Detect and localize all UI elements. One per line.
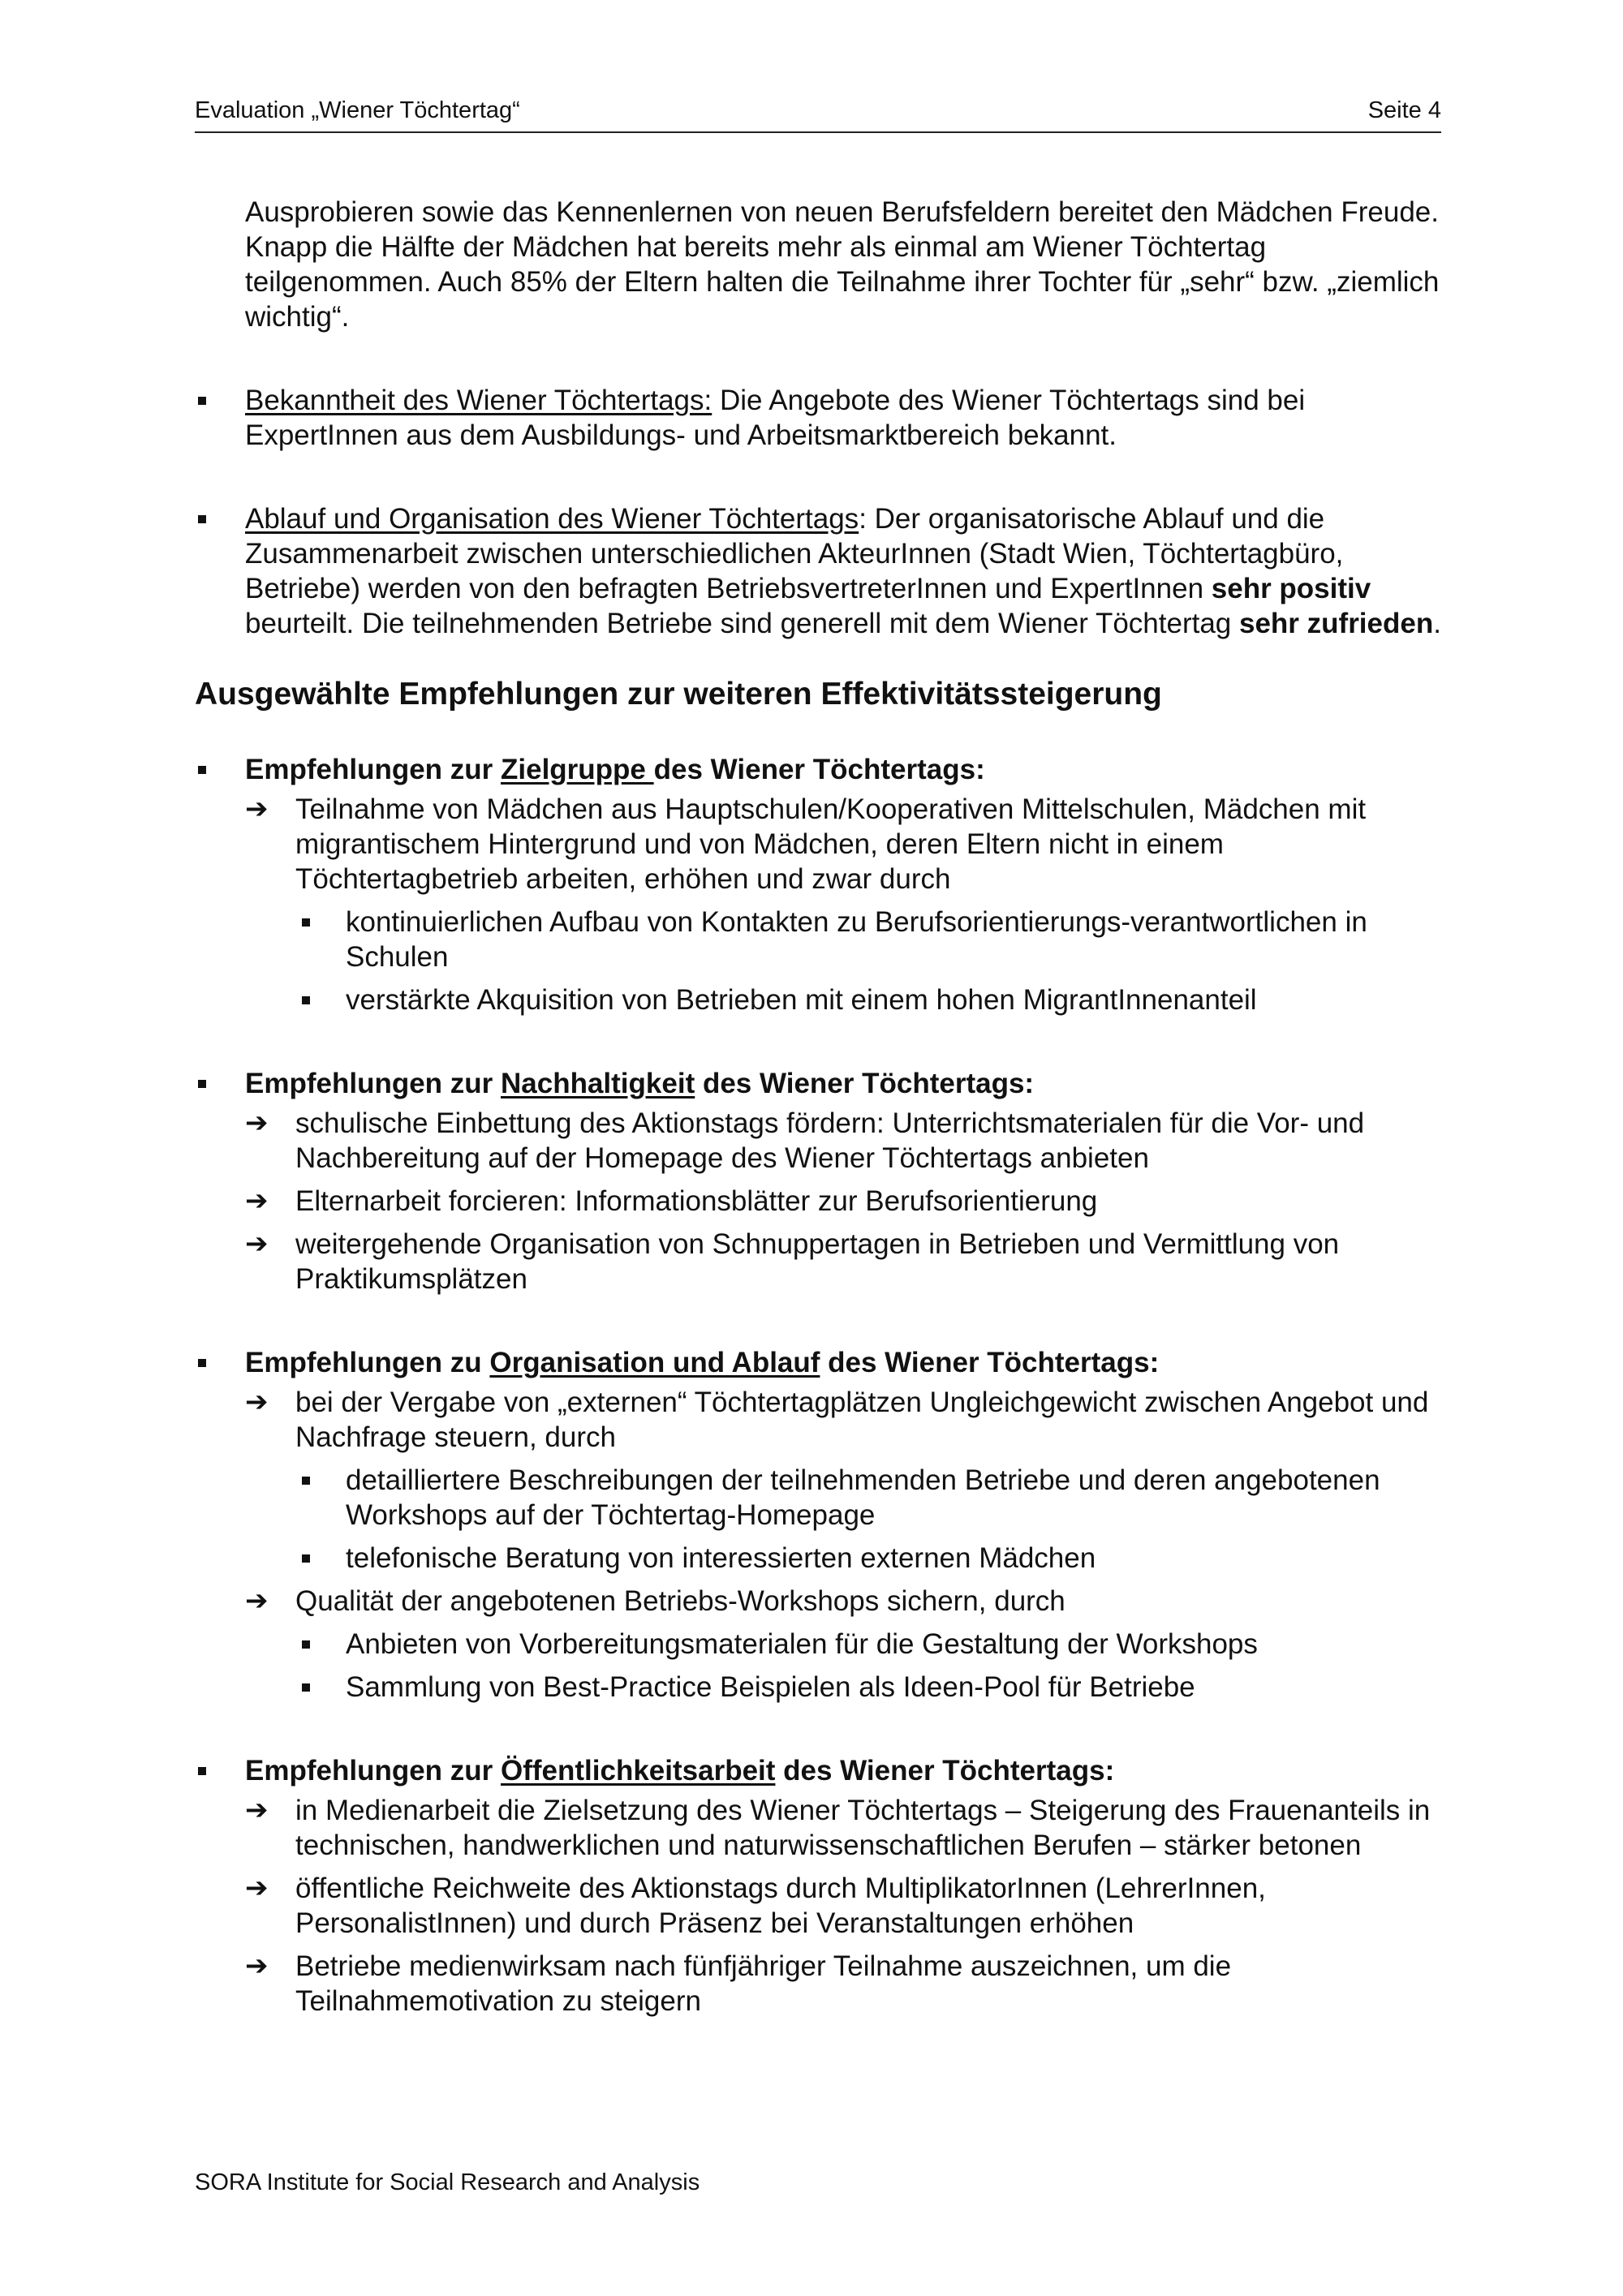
bullet-ablauf (195, 501, 1441, 641)
sub-item: Anbieten von Vorbereitungsmaterialen für die Gestaltung der Workshops (295, 1627, 1441, 1662)
arrow-right-icon: ➔ (245, 1950, 269, 1981)
bullet-square-icon (198, 397, 206, 405)
rec-oeffentlichkeit (195, 1753, 1441, 1788)
rec-nachhaltigkeit-list (245, 1106, 1441, 1296)
bullet-text: Die Angebote des Wiener Töchtertags sind bei ExpertInnen aus dem Ausbildungs- und Arbeitsmarktbereich bekannt. (245, 385, 1306, 451)
bullet-label: Ablauf und Organisation des Wiener Töchtertags (245, 503, 859, 535)
arrow-right-icon: ➔ (245, 793, 269, 824)
arrow-right-icon: ➔ (245, 1387, 269, 1417)
rec-oeffentlichkeit-list (245, 1793, 1441, 2019)
rec-heading: Empfehlungen zu Organisation und Ablauf des Wiener Töchtertags: (245, 1347, 1160, 1378)
bullet-square-icon (302, 1640, 310, 1649)
rec-organisation-list (245, 1385, 1441, 1705)
arrow-item: ➔ bei der Vergabe von „externen“ Töchtertagplätzen Ungleichgewicht zwischen Angebot und Nachfrage steuern, durch detailliertere Beschreibungen der teilnehmenden Betriebe und deren angebotenen Workshops auf der Töchtertag-Homepage telefonische Beratung von interessierten externen Mädchen (245, 1385, 1441, 1576)
rec-topic: Zielgruppe (501, 754, 654, 785)
arrow-item: ➔ weitergehende Organisation von Schnuppertagen in Betrieben und Vermittlung von Praktikumsplätzen (245, 1228, 1340, 1295)
bullet-square-icon (198, 1767, 206, 1775)
emphasis: sehr positiv (1211, 573, 1371, 604)
arrow-right-icon: ➔ (245, 1585, 269, 1616)
arrow-right-icon: ➔ (245, 1795, 269, 1825)
bullet-square-icon (198, 515, 206, 523)
rec-zielgruppe-list (245, 792, 1441, 1017)
page-content (195, 195, 1441, 2019)
bullet-label: Bekanntheit des Wiener Töchtertags: (245, 385, 712, 416)
arrow-item: ➔ in Medienarbeit die Zielsetzung des Wiener Töchtertags – Steigerung des Frauenanteils in technischen, handwerklichen und naturwissenschaftlichen Berufen – stärker betonen (245, 1795, 1431, 1861)
sub-item: detailliertere Beschreibungen der teilnehmenden Betriebe und deren angebotenen Workshops auf der Töchtertag-Homepage (295, 1463, 1441, 1533)
bullet-square-icon (302, 918, 310, 927)
page-header (195, 96, 1441, 133)
rec-organisation (195, 1345, 1441, 1380)
arrow-right-icon: ➔ (245, 1107, 269, 1138)
bullet-square-icon (302, 996, 310, 1004)
bullet-text: : Der organisatorische Ablauf und die Zusammenarbeit zwischen unterschiedlichen AkteurInnen (Stadt Wien, Töchtertagbüro, Betriebe) werden von den befragten BetriebsvertreterInnen und ExpertInnen (245, 503, 1344, 604)
rec-heading: Empfehlungen zur Nachhaltigkeit des Wiener Töchtertags: (245, 1068, 1035, 1099)
arrow-right-icon: ➔ (245, 1228, 269, 1259)
arrow-right-icon: ➔ (245, 1872, 269, 1903)
bullet-square-icon (198, 766, 206, 774)
bullet-square-icon (198, 1080, 206, 1088)
arrow-item: ➔ Teilnahme von Mädchen aus Hauptschulen/Kooperativen Mittelschulen, Mädchen mit migrantischem Hintergrund und von Mädchen, deren Eltern nicht in einem Töchtertagbetrieb arbeiten, erhöhen und zwar durch kontinuierlichen Aufbau von Kontakten zu Berufsorientierungs-verantwortlichen in Schulen verstärkte Akquisition von Betrieben mit einem hohen MigrantInnenanteil (245, 792, 1441, 1017)
rec-topic: Öffentlichkeitsarbeit (501, 1755, 776, 1786)
rec-zielgruppe (195, 752, 1441, 787)
bullet-square-icon (302, 1683, 310, 1692)
rec-topic: Organisation und Ablauf (489, 1347, 820, 1378)
rec-heading: Empfehlungen zur Zielgruppe des Wiener Töchtertags: (245, 754, 985, 785)
bullet-text: . (1433, 608, 1441, 639)
page-number: Seite 4 (1367, 97, 1441, 123)
sub-item: telefonische Beratung von interessierten externen Mädchen (295, 1541, 1441, 1576)
bullet-square-icon (302, 1477, 310, 1485)
rec-heading: Empfehlungen zur Öffentlichkeitsarbeit des Wiener Töchtertags: (245, 1755, 1115, 1786)
arrow-item: ➔ Betriebe medienwirksam nach fünfjähriger Teilnahme auszeichnen, um die Teilnahmemotivation zu steigern (245, 1950, 1232, 2017)
bullet-square-icon (302, 1554, 310, 1563)
rec-nachhaltigkeit (195, 1066, 1441, 1101)
page-footer: SORA Institute for Social Research and Analysis (195, 2169, 700, 2195)
arrow-item: ➔ schulische Einbettung des Aktionstags fördern: Unterrichtsmaterialen für die Vor- und Nachbereitung auf der Homepage des Wiener Töchtertags anbieten (245, 1107, 1365, 1174)
sub-item: Sammlung von Best-Practice Beispielen als Ideen-Pool für Betriebe (295, 1670, 1441, 1705)
bullet-square-icon (198, 1359, 206, 1367)
header-title: Evaluation „Wiener Töchtertag“ (195, 97, 520, 123)
section-title: Ausgewählte Empfehlungen zur weiteren Effektivitätssteigerung (195, 677, 1162, 712)
intro-paragraph: Ausprobieren sowie das Kennenlernen von neuen Berufsfeldern bereitet den Mädchen Freude. Knapp die Hälfte der Mädchen hat bereits mehr als einmal am Wiener Töchtertag teilgenommen. Auch 85% der Eltern halten die Teilnahme ihrer Tochter für „sehr“ bzw. „ziemlich wichtig“. (245, 196, 1440, 333)
rec-topic: Nachhaltigkeit (501, 1068, 695, 1099)
bullet-text: beurteilt. Die teilnehmenden Betriebe sind generell mit dem Wiener Töchtertag (245, 608, 1239, 639)
sub-item: kontinuierlichen Aufbau von Kontakten zu Berufsorientierungs-verantwortlichen in Schulen (295, 905, 1441, 974)
arrow-right-icon: ➔ (245, 1185, 269, 1216)
emphasis: sehr zufrieden (1239, 608, 1434, 639)
arrow-item: ➔ Elternarbeit forcieren: Informationsblätter zur Berufsorientierung (245, 1185, 1098, 1217)
sub-item: verstärkte Akquisition von Betrieben mit einem hohen MigrantInnenanteil (295, 982, 1441, 1017)
bullet-bekanntheit (195, 383, 1441, 453)
arrow-item: ➔ öffentliche Reichweite des Aktionstags durch MultiplikatorInnen (LehrerInnen, PersonalistInnen) und durch Präsenz bei Veranstaltungen erhöhen (245, 1872, 1266, 1939)
arrow-item: ➔ Qualität der angebotenen Betriebs-Workshops sichern, durch Anbieten von Vorbereitungsmaterialen für die Gestaltung der Workshops Sammlung von Best-Practice Beispielen als Ideen-Pool für Betriebe (245, 1584, 1441, 1705)
